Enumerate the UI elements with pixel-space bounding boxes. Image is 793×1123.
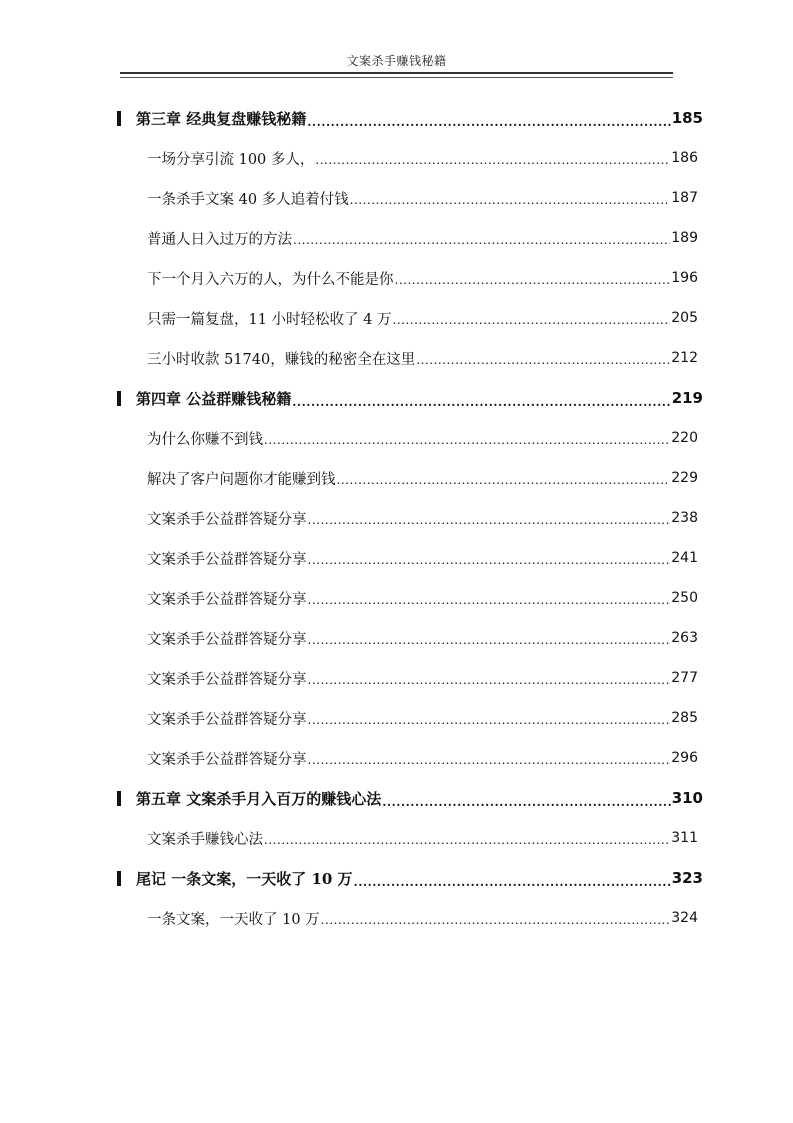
toc-dot-leader: [416, 352, 670, 367]
chapter-marker-icon: [117, 871, 121, 886]
toc-page-number: 277: [671, 670, 698, 686]
toc-section-entry[interactable]: [0, 824, 793, 864]
toc-section-entry[interactable]: [0, 704, 793, 744]
toc-section-entry[interactable]: [0, 744, 793, 784]
toc-dot-leader: [308, 592, 671, 607]
toc-section-title: 文案杀手公益群答疑分享: [147, 671, 307, 688]
toc-page-number: 310: [671, 789, 703, 807]
toc-dot-leader: [354, 872, 671, 887]
toc-page-number: 250: [671, 590, 698, 606]
toc-page-number: 219: [671, 389, 703, 407]
toc-page-number: 323: [671, 869, 703, 887]
toc-section-title: 解决了客户问题你才能赚到钱: [147, 471, 336, 488]
toc-section-entry[interactable]: [0, 144, 793, 184]
toc-chapter-entry[interactable]: [0, 104, 793, 144]
header-rule-thick: [120, 72, 673, 74]
toc-dot-leader: [264, 432, 670, 447]
toc-dot-leader: [293, 232, 670, 247]
toc-section-title: 一场分享引流 100 多人，: [147, 151, 315, 168]
toc-section-entry[interactable]: [0, 664, 793, 704]
toc-section-title: 一条文案，一天收了 10 万: [147, 911, 320, 928]
toc-dot-leader: [350, 192, 671, 207]
toc-chapter-title: 第五章 文案杀手月入百万的赚钱心法: [136, 789, 382, 808]
toc-chapter-title: 第三章 经典复盘赚钱秘籍: [136, 109, 307, 128]
toc-section-entry[interactable]: [0, 304, 793, 344]
toc-dot-leader: [264, 832, 670, 847]
toc-dot-leader: [307, 112, 670, 127]
toc-section-entry[interactable]: [0, 464, 793, 504]
toc-page-number: 229: [671, 470, 698, 486]
toc-dot-leader: [395, 272, 671, 287]
toc-page-number: 185: [671, 109, 703, 127]
toc-page-number: 196: [671, 270, 698, 286]
toc-page-number: 212: [671, 350, 698, 366]
toc-page-number: 285: [671, 710, 698, 726]
chapter-marker-icon: [117, 111, 121, 126]
toc-chapter-title: 尾记 一条文案，一天收了 10 万: [136, 869, 353, 888]
toc-section-entry[interactable]: [0, 264, 793, 304]
toc-dot-leader: [321, 912, 671, 927]
toc-section-entry[interactable]: [0, 344, 793, 384]
toc-page-number: 241: [671, 550, 698, 566]
toc-dot-leader: [382, 792, 670, 807]
toc-chapter-entry[interactable]: [0, 864, 793, 904]
toc-section-title: 文案杀手公益群答疑分享: [147, 711, 307, 728]
toc-section-title: 文案杀手公益群答疑分享: [147, 591, 307, 608]
toc-section-title: 只需一篇复盘，11 小时轻松收了 4 万: [147, 311, 392, 328]
toc-section-title: 文案杀手公益群答疑分享: [147, 631, 307, 648]
toc-dot-leader: [308, 632, 671, 647]
toc-chapter-title: 第四章 公益群赚钱秘籍: [136, 389, 292, 408]
toc-section-title: 下一个月入六万的人，为什么不能是你: [147, 271, 394, 288]
toc-page-number: 238: [671, 510, 698, 526]
toc-dot-leader: [393, 312, 671, 327]
toc-page-number: 205: [671, 310, 698, 326]
toc-dot-leader: [315, 152, 670, 167]
toc-dot-leader: [308, 752, 671, 767]
toc-dot-leader: [308, 672, 671, 687]
toc-section-title: 为什么你赚不到钱: [147, 431, 263, 448]
toc-page-number: 186: [671, 150, 698, 166]
toc-page-number: 324: [671, 910, 698, 926]
toc-section-entry[interactable]: [0, 424, 793, 464]
chapter-marker-icon: [117, 391, 121, 406]
toc-page-number: 311: [671, 830, 698, 846]
toc-page-number: 263: [671, 630, 698, 646]
toc-section-title: 三小时收款 51740，赚钱的秘密全在这里: [147, 351, 416, 368]
toc-page-number: 187: [671, 190, 698, 206]
toc-section-entry[interactable]: [0, 504, 793, 544]
header-rule-thin: [120, 77, 673, 78]
table-of-contents: [0, 104, 793, 944]
toc-page-number: 220: [671, 430, 698, 446]
toc-section-entry[interactable]: [0, 224, 793, 264]
toc-page-number: 189: [671, 230, 698, 246]
toc-section-entry[interactable]: [0, 624, 793, 664]
toc-dot-leader: [308, 512, 671, 527]
toc-section-title: 文案杀手公益群答疑分享: [147, 511, 307, 528]
toc-dot-leader: [292, 392, 670, 407]
chapter-marker-icon: [117, 791, 121, 806]
toc-section-entry[interactable]: [0, 184, 793, 224]
toc-section-title: 一条杀手文案 40 多人追着付钱: [147, 191, 349, 208]
toc-dot-leader: [337, 472, 671, 487]
toc-section-title: 文案杀手赚钱心法: [147, 831, 263, 848]
toc-section-title: 文案杀手公益群答疑分享: [147, 751, 307, 768]
toc-section-entry[interactable]: [0, 904, 793, 944]
toc-dot-leader: [308, 712, 671, 727]
toc-chapter-entry[interactable]: [0, 384, 793, 424]
running-header: 文案杀手赚钱秘籍: [346, 54, 447, 68]
toc-section-entry[interactable]: [0, 584, 793, 624]
toc-section-title: 文案杀手公益群答疑分享: [147, 551, 307, 568]
toc-section-title: 普通人日入过万的方法: [147, 231, 292, 248]
toc-chapter-entry[interactable]: [0, 784, 793, 824]
toc-dot-leader: [308, 552, 671, 567]
toc-section-entry[interactable]: [0, 544, 793, 584]
toc-page-number: 296: [671, 750, 698, 766]
